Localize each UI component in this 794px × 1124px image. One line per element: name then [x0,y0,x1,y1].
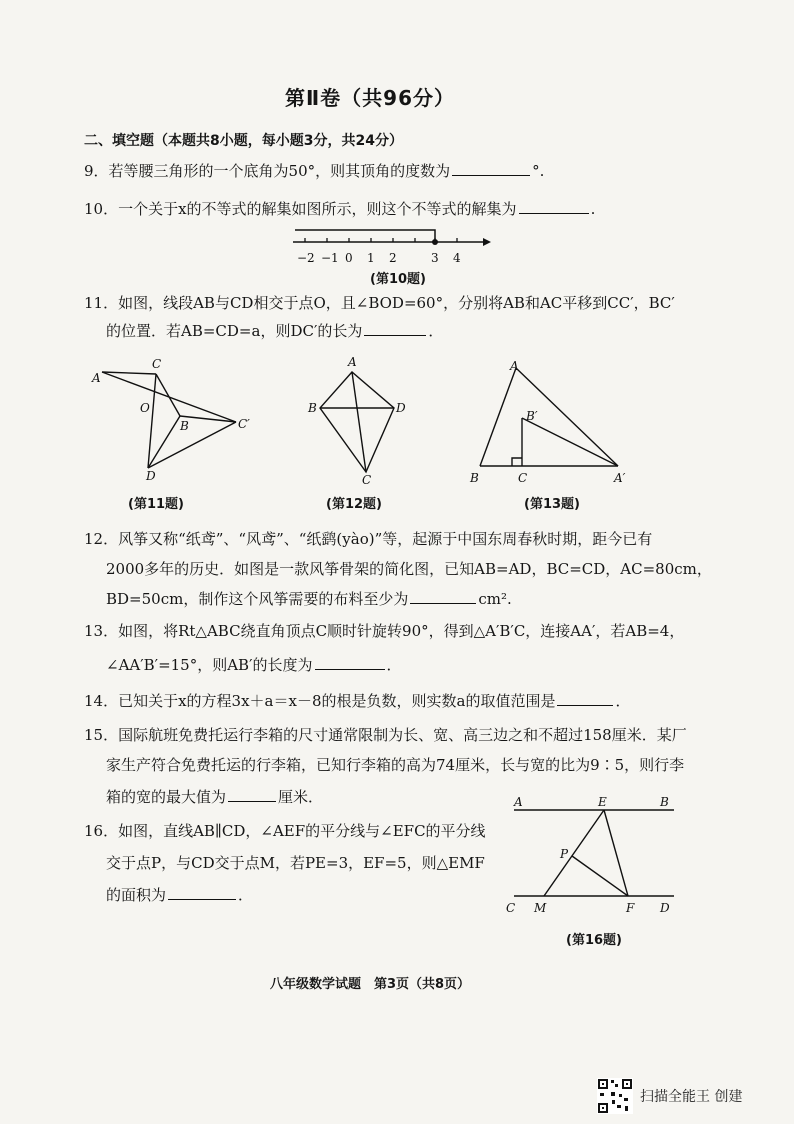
point-label: D [660,901,670,915]
question-number: 13． [84,622,119,640]
point-label: A [514,796,523,809]
question-number: 11． [84,294,119,312]
tick-label: −1 [321,251,339,265]
question-15-line-1 [84,724,687,745]
question-13-line-1 [84,620,684,641]
scanner-watermark: 扫描全能王 创建 [640,1089,743,1105]
tick-label: 1 [367,251,375,265]
question-text: 箱的宽的最大值为 [106,788,227,806]
question-text: 如图，线段AB与CD相交于点O，且∠BOD=60°，分别将AB和AC平移到CC′，BC′ [118,294,675,312]
question-tail: °. [532,162,545,180]
question-text: BD=50cm，制作这个风筝需要的布料至少为 [106,590,409,608]
question-tail: . [590,200,596,218]
vertex-label: A [348,355,357,369]
vertex-label: D [396,401,406,415]
qr-code-icon [597,1078,633,1114]
figure-caption: (第16题) [566,933,622,948]
question-tail: ． [386,656,402,674]
point-label: M [534,901,547,915]
question-text: ∠AA′B′=15°，则AB′的长度为 [106,656,313,674]
question-tail: ． [238,886,254,904]
vertex-label: B [308,401,317,415]
answer-blank [410,589,476,604]
question-16-line-2 [106,852,485,873]
question-text: 一个关于x的不等式的解集如图所示，则这个不等式的解集为 [118,200,517,218]
question-text: 若等腰三角形的一个底角为50°，则其顶角的度数为 [108,162,451,180]
tick-label: 3 [431,251,439,265]
vertex-label: C [152,357,162,371]
question-12-line-2 [106,558,712,579]
vertex-label: B′ [526,409,538,423]
vertex-label: A [510,359,519,373]
question-tail: cm². [478,590,512,608]
answer-blank [315,655,385,670]
question-text: 2000多年的历史．如图是一款风筝骨架的简化图，已知AB=AD，BC=CD，AC=80cm， [106,560,712,578]
tick-label: 4 [453,251,461,265]
question-number: 16． [84,822,119,840]
vertex-label: C′ [238,417,250,431]
question-15-line-3 [106,786,323,807]
answer-blank [228,787,276,802]
question-text: 交于点P，与CD交于点M，若PE=3，EF=5，则△EMF [106,854,485,872]
question-13-line-2 [106,654,402,675]
question-text: 如图，将Rt△ABC绕直角顶点C顺时针旋转90°，得到△A′B′C，连接AA′，若AB=4， [118,622,685,640]
question-number: 14． [84,692,119,710]
question-text: 国际航班免费托运行李箱的尺寸通常限制为长、宽、高三边之和不超过158厘米．某厂 [118,726,687,744]
vertex-label: C [518,471,528,485]
figure-12 [300,352,410,486]
section-heading: 二、填空题（本题共8小题，每小题3分，共24分） [84,133,403,149]
question-11-line-1 [84,292,675,313]
tick-label: 2 [389,251,397,265]
figure-16 [504,796,684,920]
question-text: 风筝又称“纸鸢”、“风鸢”、“纸鹞(yào)”等，起源于中国东周春秋时期，距今已有 [118,530,653,548]
point-label: P [560,847,569,861]
point-label: C [506,901,516,915]
question-10 [84,198,595,219]
answer-blank [557,691,613,706]
tick-label: −2 [297,251,315,265]
figure-11 [88,356,268,486]
question-12-line-1 [84,528,652,549]
page-footer: 八年级数学试题 第3页（共8页） [269,977,471,992]
figure-caption: (第12题) [326,497,382,512]
answer-blank [168,885,236,900]
point-label: B [660,796,669,809]
question-number: 10． [84,200,119,218]
question-number: 9． [84,162,109,180]
question-tail: ． [428,322,444,340]
page-title: 第Ⅱ卷（共96分） [284,86,455,110]
answer-blank [519,199,589,214]
number-line-figure [285,222,495,270]
question-16-line-3 [106,884,253,905]
question-tail: ． [615,692,631,710]
question-14 [84,690,630,711]
vertex-label: C [362,473,372,486]
question-16-line-1 [84,820,486,841]
question-text: 的面积为 [106,886,167,904]
question-15-line-2 [106,754,684,775]
question-number: 12． [84,530,119,548]
question-12-line-3 [106,588,512,609]
vertex-label: A [92,371,101,385]
question-9 [84,160,544,181]
question-text: 如图，直线AB∥CD，∠AEF的平分线与∠EFC的平分线 [118,822,486,840]
question-text: 家生产符合免费托运的行李箱，已知行李箱的高为74厘米，长与宽的比为9∶5，则行李 [106,756,685,774]
vertex-label: A′ [614,471,626,485]
tick-label: 0 [345,251,353,265]
point-label: F [626,901,635,915]
figure-caption: (第11题) [128,497,184,512]
question-number: 15． [84,726,119,744]
question-11-line-2 [106,320,443,341]
point-label: E [598,796,607,809]
answer-blank [364,321,426,336]
vertex-label: O [140,401,150,415]
figure-caption: (第10题) [370,272,426,287]
vertex-label: B [180,419,189,433]
question-text: 已知关于x的方程3x＋a＝x－8的根是负数，则实数a的取值范围是 [118,692,556,710]
figure-13 [466,358,636,488]
vertex-label: D [146,469,156,483]
figure-caption: (第13题) [524,497,580,512]
question-text: 的位置．若AB=CD=a，则DC′的长为 [106,322,363,340]
answer-blank [452,161,530,176]
vertex-label: B [470,471,479,485]
question-text: 厘米． [278,788,324,806]
